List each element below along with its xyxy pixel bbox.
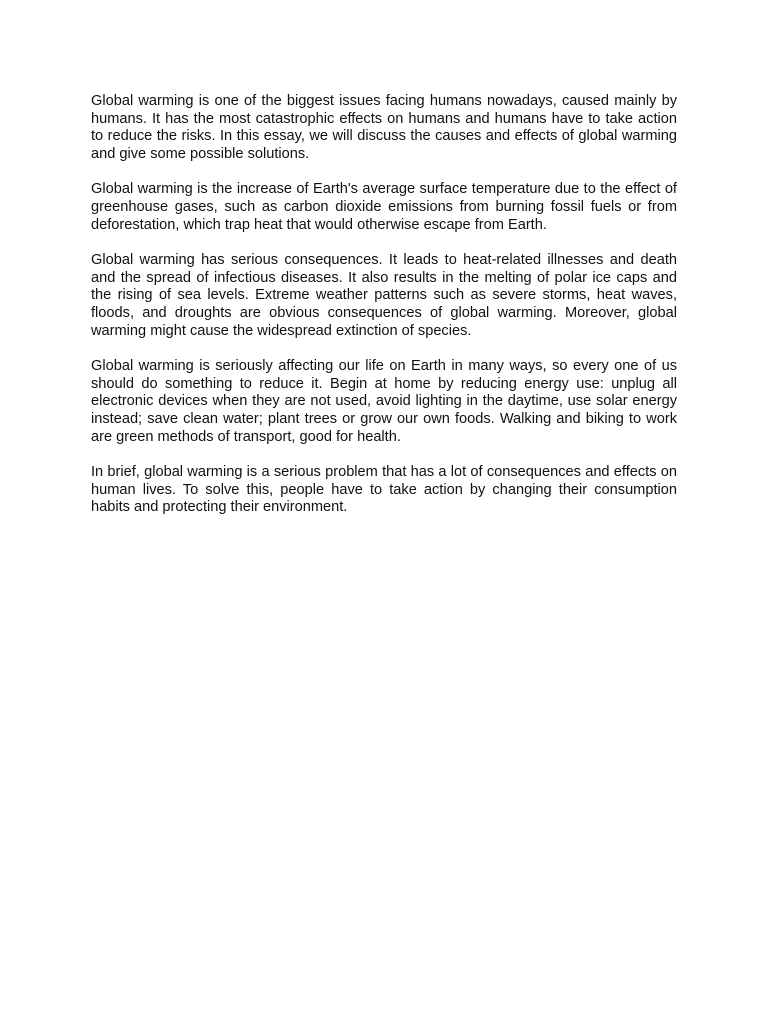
paragraph-effects: Global warming has serious consequences. It leads to heat-related illnesses and death and the spread of infectious diseases. It also results in the melting of polar ice caps and the rising of sea levels. Extreme weather patterns such as severe storms, heat waves, floods, and droughts are obvious consequences of global warming. Moreover, global warming might cause the widespread extinction of species. [91,252,677,339]
paragraph-causes: Global warming is the increase of Earth's average surface temperature due to the effect of greenhouse gases, such as carbon dioxide emissions from burning fossil fuels or from deforestation, which trap heat that would otherwise escape from Earth. [91,181,677,233]
essay-body [91,93,677,535]
paragraph-conclusion: In brief, global warming is a serious problem that has a lot of consequences and effects on human lives. To solve this, people have to take action by changing their consumption habits and protecting their environment. [91,464,677,516]
paragraph-solutions: Global warming is seriously affecting our life on Earth in many ways, so every one of us should do something to reduce it. Begin at home by reducing energy use: unplug all electronic devices when they are not used, avoid lighting in the daytime, use solar energy instead; save clean water; plant trees or grow our own foods. Walking and biking to work are green methods of transport, good for health. [91,358,677,445]
paragraph-introduction: Global warming is one of the biggest issues facing humans nowadays, caused mainly by humans. It has the most catastrophic effects on humans and humans have to take action to reduce the risks. In this essay, we will discuss the causes and effects of global warming and give some possible solutions. [91,93,677,162]
